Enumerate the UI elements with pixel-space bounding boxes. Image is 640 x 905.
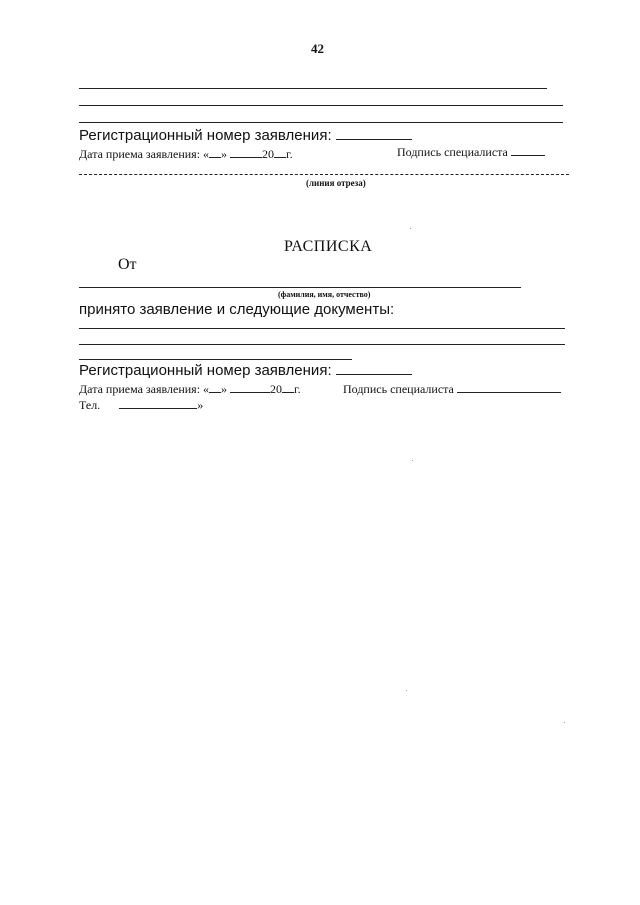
documents-line — [79, 359, 352, 360]
scan-speck — [564, 722, 565, 723]
phone-line: Тел. » — [79, 398, 204, 412]
page-number: 42 — [311, 41, 324, 56]
cut-line — [79, 174, 569, 175]
signature-field[interactable] — [457, 381, 561, 393]
month-field[interactable] — [230, 381, 270, 393]
reg-number-field[interactable] — [336, 128, 412, 140]
fio-hint: (фамилия, имя, отчество) — [278, 290, 371, 299]
top-signature: Подпись специалиста — [397, 144, 545, 160]
phone-field[interactable] — [119, 397, 197, 409]
blank-line — [79, 122, 563, 123]
documents-line — [79, 328, 565, 329]
top-date-line: Дата приема заявления: « » 20 г. — [79, 147, 293, 161]
blank-line — [79, 105, 563, 106]
accepted-text: принято заявление и следующие документы: — [79, 301, 395, 318]
cut-line-label: (линия отреза) — [306, 178, 366, 188]
blank-line — [79, 88, 547, 89]
fio-line — [79, 287, 521, 288]
day-field[interactable] — [209, 146, 221, 158]
scan-speck — [406, 690, 407, 691]
documents-line — [79, 344, 565, 345]
scan-speck — [410, 228, 411, 229]
reg-number-field[interactable] — [336, 363, 412, 375]
receipt-signature: Подпись специалиста — [343, 381, 561, 397]
from-label: От — [118, 256, 137, 273]
scan-speck — [412, 460, 413, 461]
signature-field[interactable] — [511, 144, 545, 156]
receipt-reg-number-label: Регистрационный номер заявления: — [79, 362, 412, 379]
receipt-date-line: Дата приема заявления: « » 20 г. — [79, 382, 301, 396]
top-reg-number-label: Регистрационный номер заявления: — [79, 127, 412, 144]
month-field[interactable] — [230, 146, 262, 158]
day-field[interactable] — [209, 381, 221, 393]
year-field[interactable] — [274, 146, 286, 158]
year-field[interactable] — [282, 381, 294, 393]
receipt-title: РАСПИСКА — [284, 238, 373, 255]
